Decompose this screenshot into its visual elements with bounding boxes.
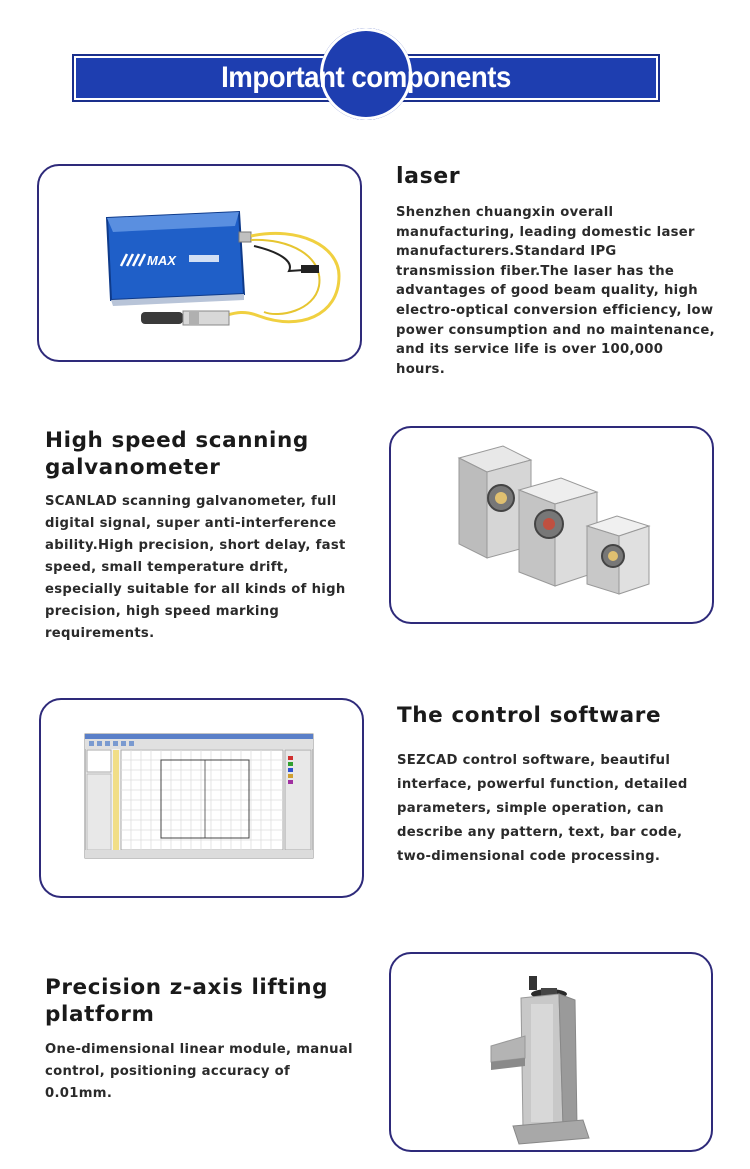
software-image-frame — [39, 698, 364, 898]
z-axis-image-frame — [389, 952, 713, 1152]
section-title-galvanometer: High speed scanning galvanometer — [45, 428, 309, 480]
header-banner — [72, 28, 658, 124]
laser-image-frame — [37, 164, 362, 362]
section-body-z-axis-platform: One-dimensional linear module, manual control, positioning accuracy of 0.01mm. — [45, 1042, 353, 1101]
section-title-z-axis-platform: Precision z-axis lifting platform — [45, 975, 329, 1027]
laser-brand-label: MAX — [147, 253, 176, 268]
page-title: Important components — [221, 61, 511, 94]
section-body-control-software: SEZCAD control software, beautiful interface, powerful function, detailed parameters, simple operation, can describe any pattern, text, bar code, two-dimensional code processing. — [397, 753, 688, 864]
galvanometer-image-frame — [389, 426, 714, 624]
z-axis-platform-illustration — [391, 954, 711, 1150]
software-screenshot-illustration — [41, 700, 362, 896]
section-title-control-software: The control software — [397, 703, 662, 728]
section-body-laser: Shenzhen chuangxin overall manufacturing, leading domestic laser manufacturers.Standard IPG transmission fiber.The laser has the advantages of good beam quality, high electro-optical conversion efficiency, low power consumption and no maintenance, and its service life is over 100,000 hours. — [396, 205, 715, 377]
section-title-laser: laser — [396, 164, 461, 189]
section-body-galvanometer: SCANLAD scanning galvanometer, full digital signal, super anti-interference ability.High precision, short delay, fast speed, small temperature drift, especially suitable for all kinds of high precision, high speed marking requirements. — [45, 494, 346, 641]
laser-device-illustration — [39, 166, 360, 360]
galvanometer-illustration — [391, 428, 712, 622]
